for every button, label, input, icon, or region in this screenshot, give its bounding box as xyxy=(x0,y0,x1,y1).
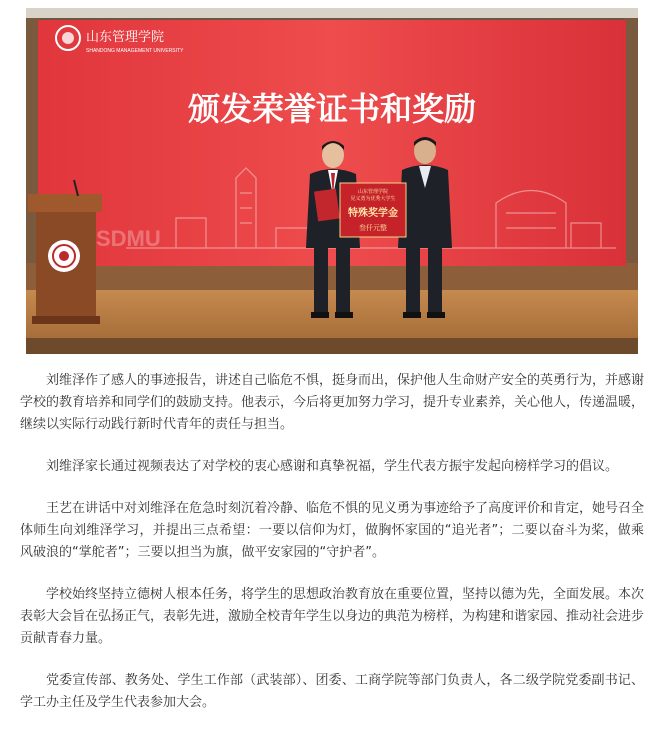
school-name-cn: 山东管理学院 xyxy=(86,30,165,45)
sdmu-watermark: SDMU xyxy=(96,226,161,251)
article-paragraph: 党委宣传部、教务处、学生工作部（武装部）、团委、工商学院等部门负责人，各二级学院党委副书记、学工办主任及学生代表参加大会。 xyxy=(20,673,644,710)
school-name-en: SHANDONG MANAGEMENT UNIVERSITY xyxy=(86,48,184,54)
article-paragraph: 刘维泽作了感人的事迹报告，讲述自己临危不惧，挺身而出，保护他人生命财产安全的英勇行为，并感谢学校的教育培养和同学们的鼓励支持。他表示，今后将更加努力学习，提升专业素养，关心他人，传递温暖，继续以实际行动践行新时代青年的责任与担当。 xyxy=(20,373,645,432)
article-paragraph: 刘维泽家长通过视频表达了对学校的衷心感谢和真挚祝福，学生代表方振宇发起向榜样学习的倡议。 xyxy=(46,459,619,474)
certificate-line2: 见义勇为优秀大学生 xyxy=(350,196,396,202)
event-photo xyxy=(26,8,638,354)
certificate-amount: 叁仟元整 xyxy=(359,224,387,232)
certificate-line1: 山东管理学院 xyxy=(357,189,389,195)
scholarship-certificate-board xyxy=(340,183,406,237)
article-paragraph: 王艺在讲话中对刘维泽在危急时刻沉着冷静、临危不惧的见义勇为事迹给予了高度评价和肯定，她号召全体师生向刘维泽学习，并提出三点希望：一要以信仰为灯，做胸怀家国的“追光者”；二要以奋斗为桨，做乘风破浪的“掌舵者”；三要以担当为旗，做平安家园的“守护者”。 xyxy=(20,501,645,560)
article-body xyxy=(20,370,644,734)
article-paragraph: 学校始终坚持立德树人根本任务，将学生的思想政治教育放在重要位置，坚持以德为先，全面发展。本次表彰大会旨在弘扬正气，表彰先进，激励全校青年学生以身边的典范为榜样，为构建和谐家园、推动社会进步贡献青春力量。 xyxy=(20,587,645,646)
banner-title: 颁发荣誉证书和奖励 xyxy=(187,90,477,128)
certificate-main: 特殊奖学金 xyxy=(348,208,398,219)
podium xyxy=(28,180,102,324)
